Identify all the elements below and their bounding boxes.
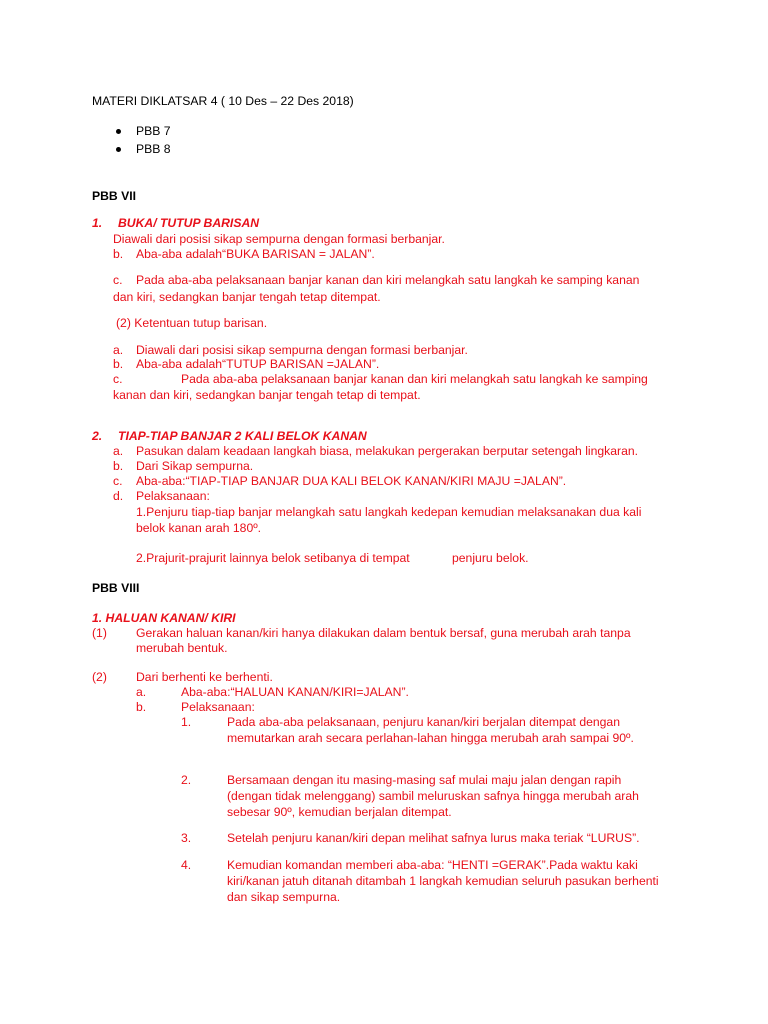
item-text: Pasukan dalam keadaan langkah biasa, melakukan pergerakan berputar setengah lingkaran.	[136, 444, 639, 458]
item-label: b.	[113, 459, 124, 473]
step-text: dan sikap sempurna.	[227, 890, 341, 904]
section-heading-pbb7: PBB VII	[92, 189, 137, 203]
item-label: (1)	[92, 626, 107, 640]
item-text: Gerakan haluan kanan/kiri hanya dilakukan dalam bentuk bersaf, guna merubah arah tanpa	[136, 626, 631, 640]
item-text-continued: dan kiri, sedangkan banjar tengah tetap ditempat.	[113, 290, 381, 304]
item-text: Diawali dari posisi sikap sempurna dengan formasi berbanjar.	[136, 343, 468, 357]
item-text: Aba-aba adalah“TUTUP BARISAN =JALAN”.	[136, 357, 380, 371]
step-number: 1.	[181, 715, 192, 729]
item-text-continued: kanan dan kiri, sedangkan banjar tengah tetap di tempat.	[113, 388, 421, 402]
bullet-item: PBB 7	[136, 124, 171, 138]
step-text: memutarkan arah secara perlahan-lahan hingga merubah arah sampai 90º.	[227, 731, 634, 745]
item-label: a.	[113, 444, 124, 458]
item-label: c.	[113, 372, 123, 386]
step-text: sebesar 90º, kemudian berjalan ditempat.	[227, 805, 452, 819]
paragraph: 2.Prajurit-prajurit lainnya belok setibanya di tempat	[136, 551, 410, 565]
item-text: Dari berhenti ke berhenti.	[136, 670, 273, 684]
item-text: Pada aba-aba pelaksanaan banjar kanan dan kiri melangkah satu langkah ke samping	[181, 372, 648, 386]
item-label: b.	[113, 247, 124, 261]
paragraph-continued: belok kanan arah 180º.	[136, 521, 262, 535]
item-text: Aba-aba adalah“BUKA BARISAN = JALAN”.	[136, 247, 375, 261]
step-number: 2.	[181, 773, 192, 787]
item-text: Aba-aba:“HALUAN KANAN/KIRI=JALAN”.	[181, 685, 409, 699]
item-text: Pelaksanaan:	[181, 700, 255, 714]
bullet-icon	[116, 147, 121, 152]
item-label: b.	[113, 357, 124, 371]
step-text: Pada aba-aba pelaksanaan, penjuru kanan/kiri berjalan ditempat dengan	[227, 715, 620, 729]
paragraph: Diawali dari posisi sikap sempurna dengan formasi berbanjar.	[113, 232, 445, 246]
paragraph: (2) Ketentuan tutup barisan.	[116, 316, 268, 330]
step-text: Kemudian komandan memberi aba-aba: “HENTI =GERAK”.Pada waktu kaki	[227, 858, 638, 872]
item-label: (2)	[92, 670, 107, 684]
step-text: Setelah penjuru kanan/kiri depan melihat safnya lurus maka teriak “LURUS”.	[227, 831, 640, 845]
paragraph: 1.Penjuru tiap-tiap banjar melangkah satu langkah kedepan kemudian melaksanakan dua kali	[136, 505, 642, 519]
item-text: Pelaksanaan:	[136, 489, 210, 503]
item-label: d.	[113, 489, 124, 503]
item-text: Pada aba-aba pelaksanaan banjar kanan dan kiri melangkah satu langkah ke samping kanan	[136, 273, 640, 287]
step-number: 3.	[181, 831, 192, 845]
item-label: b.	[136, 700, 147, 714]
item-label: c.	[113, 474, 123, 488]
subsection-number: 1.	[92, 216, 103, 230]
item-label: a.	[136, 685, 147, 699]
item-text-continued: merubah bentuk.	[136, 641, 228, 655]
paragraph-tail: penjuru belok.	[452, 551, 529, 565]
step-text: Bersamaan dengan itu masing-masing saf mulai maju jalan dengan rapih	[227, 773, 622, 787]
subsection-number: 2.	[92, 429, 103, 443]
step-number: 4.	[181, 858, 192, 872]
subsection-title: TIAP-TIAP BANJAR 2 KALI BELOK KANAN	[118, 429, 367, 443]
bullet-icon	[116, 129, 121, 134]
section-heading-pbb8: PBB VIII	[92, 581, 140, 595]
item-text: Dari Sikap sempurna.	[136, 459, 254, 473]
item-label: c.	[113, 273, 123, 287]
item-text: Aba-aba:“TIAP-TIAP BANJAR DUA KALI BELOK KANAN/KIRI MAJU =JALAN”.	[136, 474, 567, 488]
subsection-title: 1. HALUAN KANAN/ KIRI	[92, 611, 236, 625]
step-text: kiri/kanan jatuh ditanah ditambah 1 langkah kemudian seluruh pasukan berhenti	[227, 874, 659, 888]
step-text: (dengan tidak melenggang) sambil meluruskan safnya hingga merubah arah	[227, 789, 639, 803]
document-title: MATERI DIKLATSAR 4 ( 10 Des – 22 Des 2018)	[92, 94, 354, 108]
subsection-title: BUKA/ TUTUP BARISAN	[118, 216, 260, 230]
bullet-item: PBB 8	[136, 142, 171, 156]
item-label: a.	[113, 343, 124, 357]
